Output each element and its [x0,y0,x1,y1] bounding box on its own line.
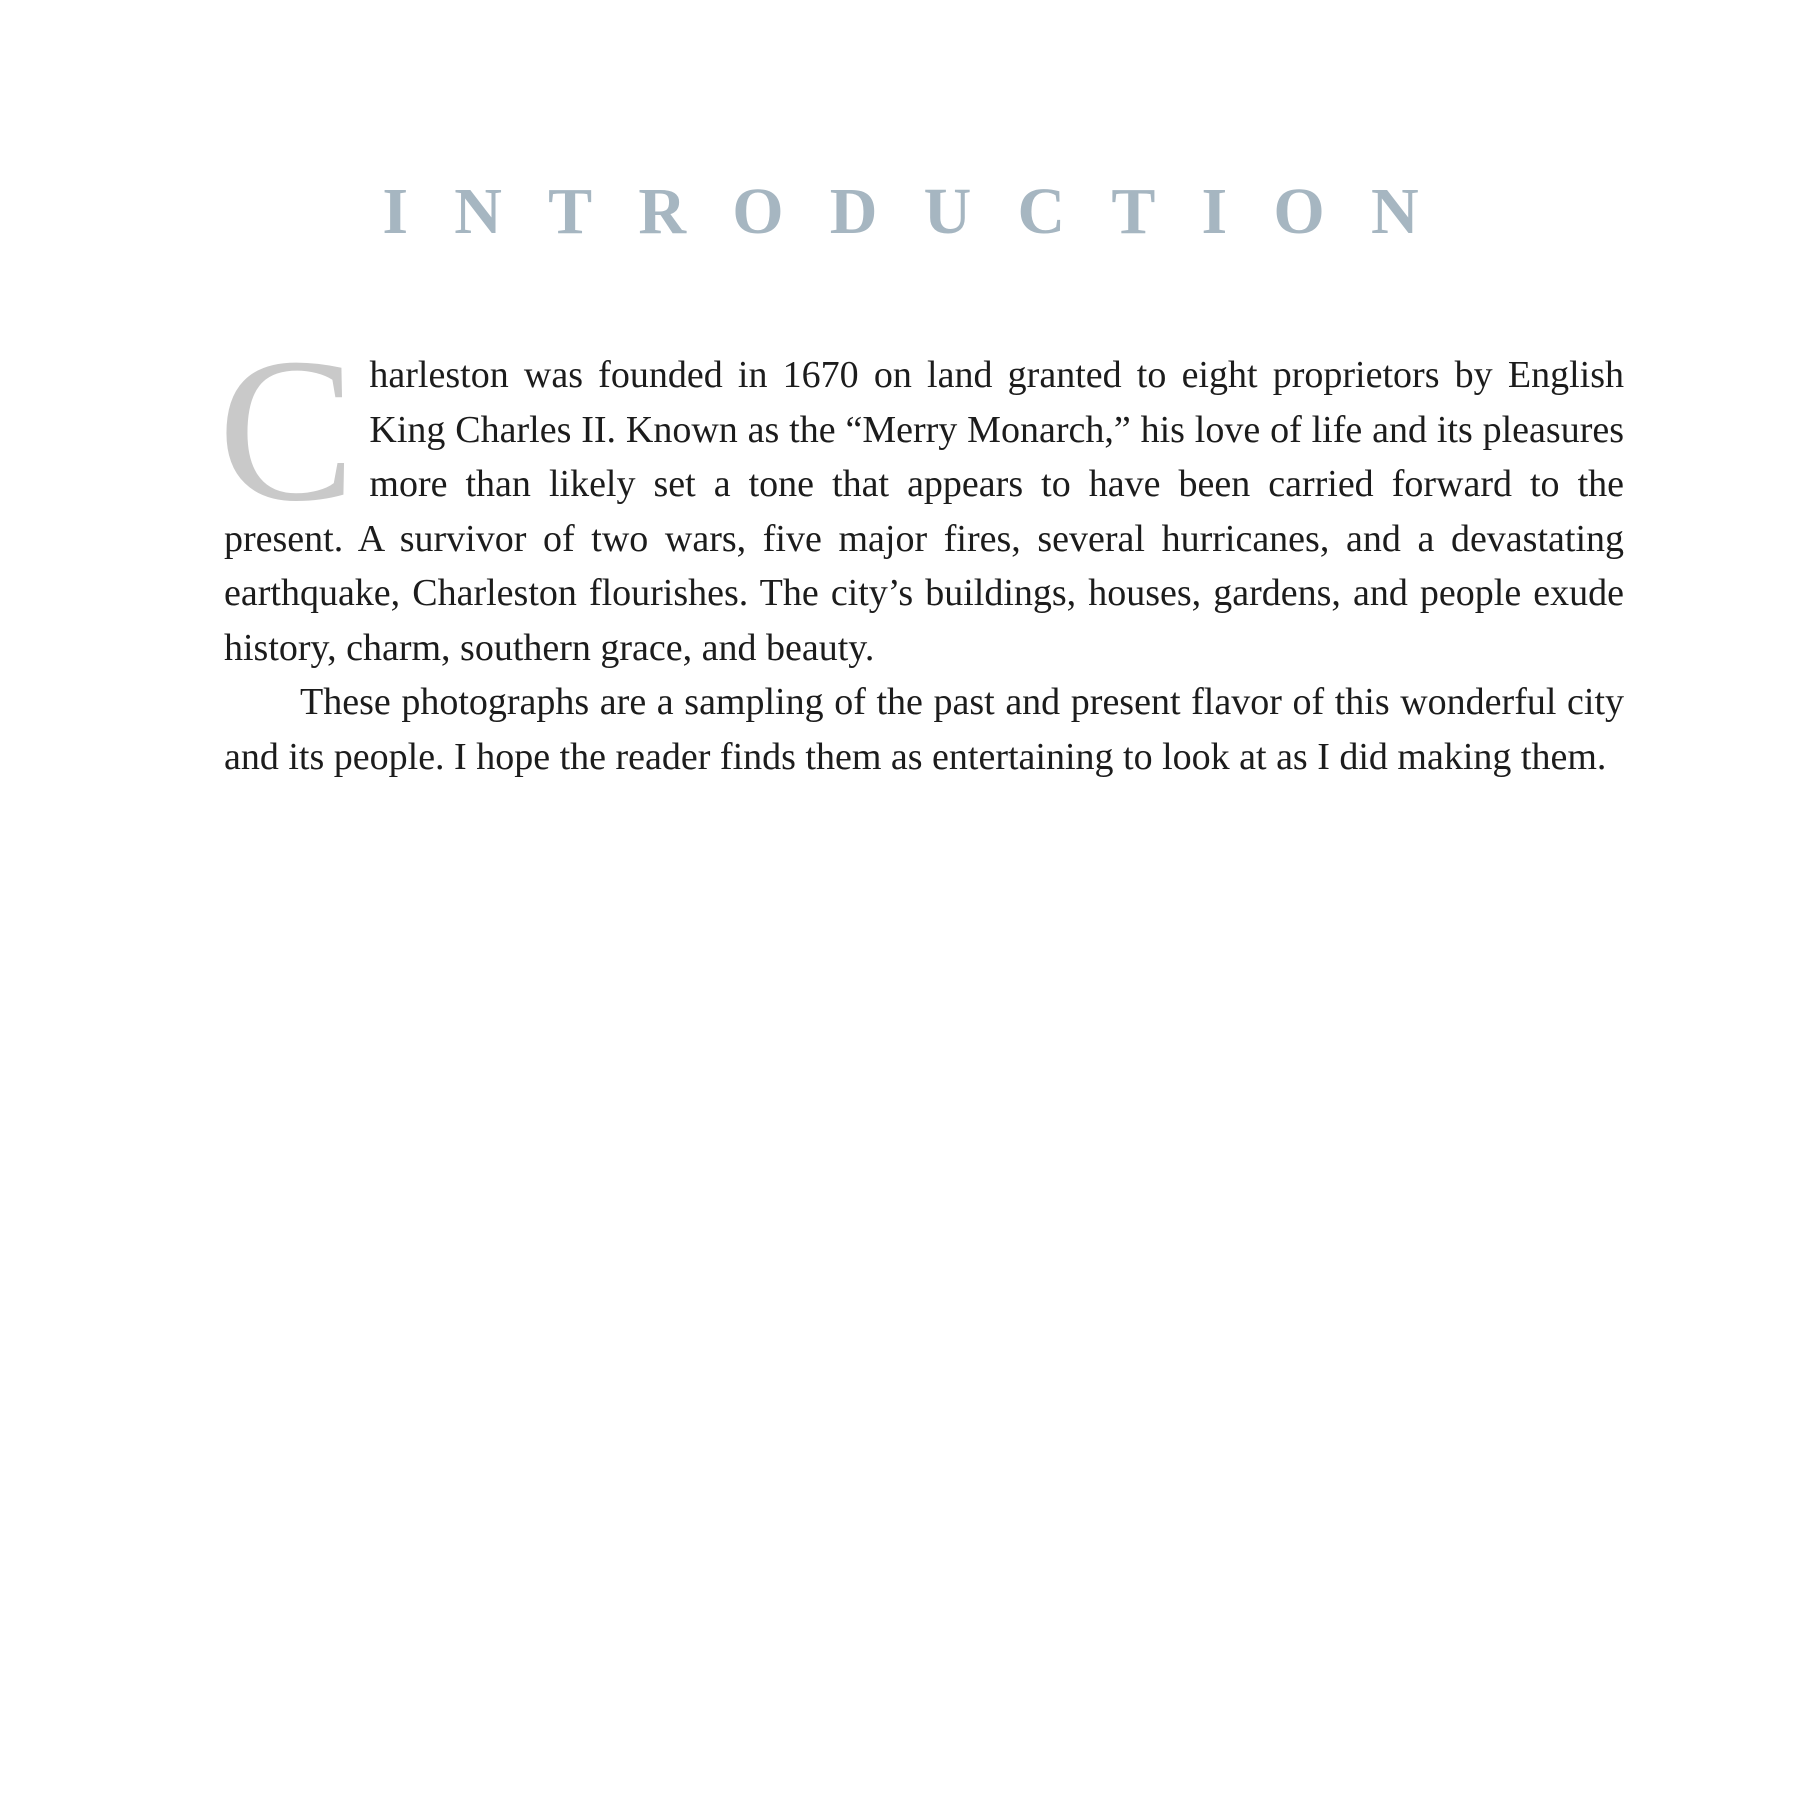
paragraph-1-text: harleston was founded in 1670 on land granted to eight proprietors by English King Charles II. Known as the “Merry Monarch,” his love of life and its pleasures more than likely set a tone that appears to have been carried forward to the present. A survivor of two wars, five major fires, several hurricanes, and a devastating earthquake, Charleston flourishes. The city’s buildings, houses, gardens, and people exude history, charm, southern grace, and beauty. [224,354,1624,669]
paragraph-1 [218,315,1624,675]
paragraph-2: These photographs are a sampling of the past and present flavor of this wonderful city and its people. I hope the reader finds them as entertaining to look at as I did making them. [224,681,1624,778]
drop-cap: C [218,315,356,544]
body-text [218,315,1624,784]
page-title: INTRODUCTION [382,175,1465,248]
